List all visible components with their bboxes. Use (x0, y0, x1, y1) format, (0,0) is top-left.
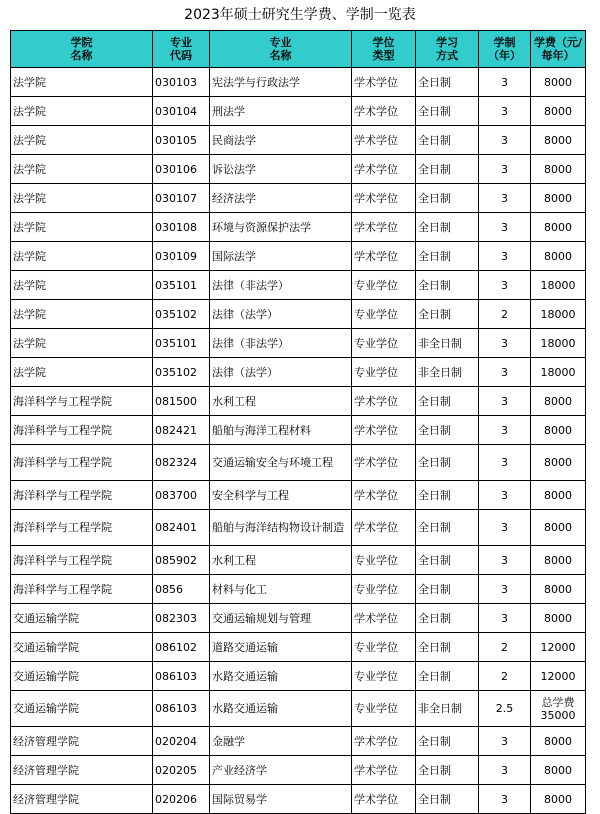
table-body (11, 68, 586, 814)
cell-mode: 全日制 (416, 546, 479, 575)
cell-fee: 18000 (531, 300, 586, 329)
cell-major: 船舶与海洋工程材料 (210, 416, 352, 445)
cell-years: 3 (479, 785, 531, 814)
table-row (11, 126, 586, 155)
cell-mode: 全日制 (416, 387, 479, 416)
cell-fee: 8000 (531, 155, 586, 184)
cell-college: 交通运输学院 (11, 691, 153, 727)
table-row (11, 445, 586, 481)
cell-major: 水利工程 (210, 387, 352, 416)
table-row (11, 300, 586, 329)
cell-major: 诉讼法学 (210, 155, 352, 184)
table-row (11, 481, 586, 510)
cell-degree: 学术学位 (352, 68, 416, 97)
cell-years: 3 (479, 387, 531, 416)
cell-years: 3 (479, 155, 531, 184)
cell-major: 水利工程 (210, 546, 352, 575)
cell-mode: 全日制 (416, 633, 479, 662)
cell-college: 法学院 (11, 68, 153, 97)
cell-college: 海洋科学与工程学院 (11, 445, 153, 481)
cell-degree: 专业学位 (352, 358, 416, 387)
header-years: 学制 （年） (479, 31, 531, 68)
cell-years: 3 (479, 575, 531, 604)
cell-degree: 学术学位 (352, 242, 416, 271)
cell-code: 085902 (153, 546, 210, 575)
cell-college: 法学院 (11, 155, 153, 184)
cell-fee: 12000 (531, 662, 586, 691)
cell-code: 082421 (153, 416, 210, 445)
cell-mode: 全日制 (416, 126, 479, 155)
cell-years: 2 (479, 633, 531, 662)
cell-years: 3 (479, 510, 531, 546)
table-row (11, 510, 586, 546)
cell-mode: 全日制 (416, 785, 479, 814)
cell-major: 水路交通运输 (210, 662, 352, 691)
cell-code: 030103 (153, 68, 210, 97)
table-header-row (11, 31, 586, 68)
cell-degree: 学术学位 (352, 387, 416, 416)
cell-code: 086103 (153, 691, 210, 727)
cell-code: 020206 (153, 785, 210, 814)
table-row (11, 416, 586, 445)
cell-years: 3 (479, 271, 531, 300)
cell-college: 海洋科学与工程学院 (11, 575, 153, 604)
cell-code: 082401 (153, 510, 210, 546)
cell-years: 3 (479, 481, 531, 510)
cell-degree: 专业学位 (352, 546, 416, 575)
header-degree: 学位 类型 (352, 31, 416, 68)
cell-code: 082303 (153, 604, 210, 633)
cell-years: 3 (479, 756, 531, 785)
cell-degree: 学术学位 (352, 97, 416, 126)
cell-code: 086103 (153, 662, 210, 691)
cell-mode: 全日制 (416, 662, 479, 691)
cell-college: 交通运输学院 (11, 604, 153, 633)
cell-code: 035102 (153, 300, 210, 329)
cell-fee: 8000 (531, 97, 586, 126)
table-row (11, 68, 586, 97)
table-row (11, 756, 586, 785)
cell-college: 海洋科学与工程学院 (11, 481, 153, 510)
cell-fee: 8000 (531, 184, 586, 213)
cell-college: 法学院 (11, 329, 153, 358)
cell-degree: 专业学位 (352, 271, 416, 300)
cell-degree: 学术学位 (352, 184, 416, 213)
cell-major: 法律（法学） (210, 300, 352, 329)
cell-degree: 学术学位 (352, 213, 416, 242)
cell-mode: 全日制 (416, 68, 479, 97)
table-row (11, 546, 586, 575)
cell-fee: 8000 (531, 387, 586, 416)
cell-years: 3 (479, 68, 531, 97)
cell-degree: 学术学位 (352, 416, 416, 445)
cell-fee: 12000 (531, 633, 586, 662)
cell-college: 法学院 (11, 300, 153, 329)
cell-major: 金融学 (210, 727, 352, 756)
cell-years: 2 (479, 300, 531, 329)
cell-code: 030108 (153, 213, 210, 242)
cell-mode: 全日制 (416, 184, 479, 213)
cell-college: 交通运输学院 (11, 633, 153, 662)
cell-mode: 全日制 (416, 271, 479, 300)
cell-degree: 学术学位 (352, 126, 416, 155)
cell-fee: 8000 (531, 416, 586, 445)
cell-degree: 专业学位 (352, 329, 416, 358)
cell-fee: 8000 (531, 68, 586, 97)
cell-degree: 专业学位 (352, 633, 416, 662)
cell-fee: 8000 (531, 604, 586, 633)
cell-major: 法律（非法学） (210, 329, 352, 358)
table-row (11, 184, 586, 213)
cell-years: 2 (479, 662, 531, 691)
cell-major: 船舶与海洋结构物设计制造 (210, 510, 352, 546)
cell-college: 法学院 (11, 213, 153, 242)
cell-college: 海洋科学与工程学院 (11, 546, 153, 575)
table-row (11, 785, 586, 814)
cell-mode: 全日制 (416, 416, 479, 445)
table-row (11, 329, 586, 358)
header-fee: 学费（元/ 每年） (531, 31, 586, 68)
cell-years: 3 (479, 213, 531, 242)
cell-years: 3 (479, 184, 531, 213)
cell-major: 法律（非法学） (210, 271, 352, 300)
header-mode: 学习 方式 (416, 31, 479, 68)
cell-fee: 8000 (531, 510, 586, 546)
table-row (11, 358, 586, 387)
cell-major: 国际法学 (210, 242, 352, 271)
cell-major: 交通运输规划与管理 (210, 604, 352, 633)
cell-mode: 全日制 (416, 575, 479, 604)
cell-mode: 全日制 (416, 727, 479, 756)
cell-college: 法学院 (11, 358, 153, 387)
cell-mode: 全日制 (416, 97, 479, 126)
table-row (11, 387, 586, 416)
cell-fee: 8000 (531, 242, 586, 271)
cell-fee: 8000 (531, 785, 586, 814)
cell-code: 082324 (153, 445, 210, 481)
cell-fee: 18000 (531, 358, 586, 387)
cell-college: 经济管理学院 (11, 785, 153, 814)
cell-fee: 8000 (531, 575, 586, 604)
cell-code: 086102 (153, 633, 210, 662)
cell-degree: 学术学位 (352, 727, 416, 756)
table-row (11, 691, 586, 727)
cell-mode: 非全日制 (416, 329, 479, 358)
cell-code: 030107 (153, 184, 210, 213)
cell-mode: 非全日制 (416, 691, 479, 727)
cell-college: 经济管理学院 (11, 756, 153, 785)
cell-major: 国际贸易学 (210, 785, 352, 814)
cell-code: 030105 (153, 126, 210, 155)
cell-mode: 全日制 (416, 445, 479, 481)
cell-degree: 学术学位 (352, 445, 416, 481)
cell-years: 3 (479, 604, 531, 633)
cell-degree: 专业学位 (352, 691, 416, 727)
cell-college: 海洋科学与工程学院 (11, 387, 153, 416)
cell-major: 材料与化工 (210, 575, 352, 604)
cell-mode: 全日制 (416, 300, 479, 329)
cell-degree: 专业学位 (352, 662, 416, 691)
cell-fee: 8000 (531, 213, 586, 242)
cell-code: 035101 (153, 329, 210, 358)
cell-college: 海洋科学与工程学院 (11, 510, 153, 546)
cell-fee: 8000 (531, 546, 586, 575)
cell-mode: 全日制 (416, 604, 479, 633)
cell-fee: 8000 (531, 727, 586, 756)
cell-mode: 非全日制 (416, 358, 479, 387)
cell-fee: 总学费 35000 (531, 691, 586, 727)
table-row (11, 155, 586, 184)
cell-degree: 学术学位 (352, 155, 416, 184)
cell-code: 081500 (153, 387, 210, 416)
cell-code: 030104 (153, 97, 210, 126)
header-college: 学院 名称 (11, 31, 153, 68)
table-row (11, 271, 586, 300)
cell-fee: 8000 (531, 126, 586, 155)
cell-years: 3 (479, 126, 531, 155)
cell-years: 3 (479, 546, 531, 575)
cell-college: 法学院 (11, 126, 153, 155)
cell-code: 020204 (153, 727, 210, 756)
cell-degree: 学术学位 (352, 604, 416, 633)
cell-major: 民商法学 (210, 126, 352, 155)
table-row (11, 727, 586, 756)
cell-years: 3 (479, 97, 531, 126)
cell-major: 水路交通运输 (210, 691, 352, 727)
cell-years: 2.5 (479, 691, 531, 727)
cell-years: 3 (479, 727, 531, 756)
cell-fee: 8000 (531, 481, 586, 510)
table-row (11, 633, 586, 662)
cell-fee: 18000 (531, 329, 586, 358)
cell-mode: 全日制 (416, 242, 479, 271)
cell-college: 法学院 (11, 242, 153, 271)
cell-major: 环境与资源保护法学 (210, 213, 352, 242)
cell-fee: 8000 (531, 756, 586, 785)
cell-code: 030109 (153, 242, 210, 271)
cell-fee: 8000 (531, 445, 586, 481)
cell-college: 法学院 (11, 271, 153, 300)
cell-code: 0856 (153, 575, 210, 604)
cell-code: 083700 (153, 481, 210, 510)
table-row (11, 575, 586, 604)
cell-degree: 学术学位 (352, 481, 416, 510)
cell-major: 交通运输安全与环境工程 (210, 445, 352, 481)
cell-degree: 学术学位 (352, 510, 416, 546)
cell-fee: 18000 (531, 271, 586, 300)
cell-years: 3 (479, 445, 531, 481)
cell-mode: 全日制 (416, 213, 479, 242)
cell-degree: 学术学位 (352, 785, 416, 814)
cell-major: 产业经济学 (210, 756, 352, 785)
cell-code: 020205 (153, 756, 210, 785)
cell-years: 3 (479, 358, 531, 387)
cell-college: 法学院 (11, 184, 153, 213)
cell-major: 经济法学 (210, 184, 352, 213)
cell-degree: 学术学位 (352, 756, 416, 785)
header-major: 专业 名称 (210, 31, 352, 68)
cell-college: 法学院 (11, 97, 153, 126)
cell-major: 安全科学与工程 (210, 481, 352, 510)
table-row (11, 97, 586, 126)
cell-years: 3 (479, 242, 531, 271)
cell-college: 交通运输学院 (11, 662, 153, 691)
cell-college: 经济管理学院 (11, 727, 153, 756)
cell-major: 道路交通运输 (210, 633, 352, 662)
cell-major: 法律（法学） (210, 358, 352, 387)
cell-years: 3 (479, 416, 531, 445)
page-title: 2023年硕士研究生学费、学制一览表 (184, 7, 416, 23)
cell-mode: 全日制 (416, 756, 479, 785)
table-row (11, 242, 586, 271)
cell-college: 海洋科学与工程学院 (11, 416, 153, 445)
cell-code: 035101 (153, 271, 210, 300)
cell-major: 宪法学与行政法学 (210, 68, 352, 97)
cell-code: 035102 (153, 358, 210, 387)
cell-code: 030106 (153, 155, 210, 184)
header-code: 专业 代码 (153, 31, 210, 68)
cell-years: 3 (479, 329, 531, 358)
cell-mode: 全日制 (416, 155, 479, 184)
cell-degree: 专业学位 (352, 300, 416, 329)
cell-major: 刑法学 (210, 97, 352, 126)
table-row (11, 213, 586, 242)
cell-mode: 全日制 (416, 481, 479, 510)
cell-degree: 专业学位 (352, 575, 416, 604)
table-row (11, 662, 586, 691)
table-row (11, 604, 586, 633)
cell-mode: 全日制 (416, 510, 479, 546)
tuition-table (10, 30, 586, 814)
